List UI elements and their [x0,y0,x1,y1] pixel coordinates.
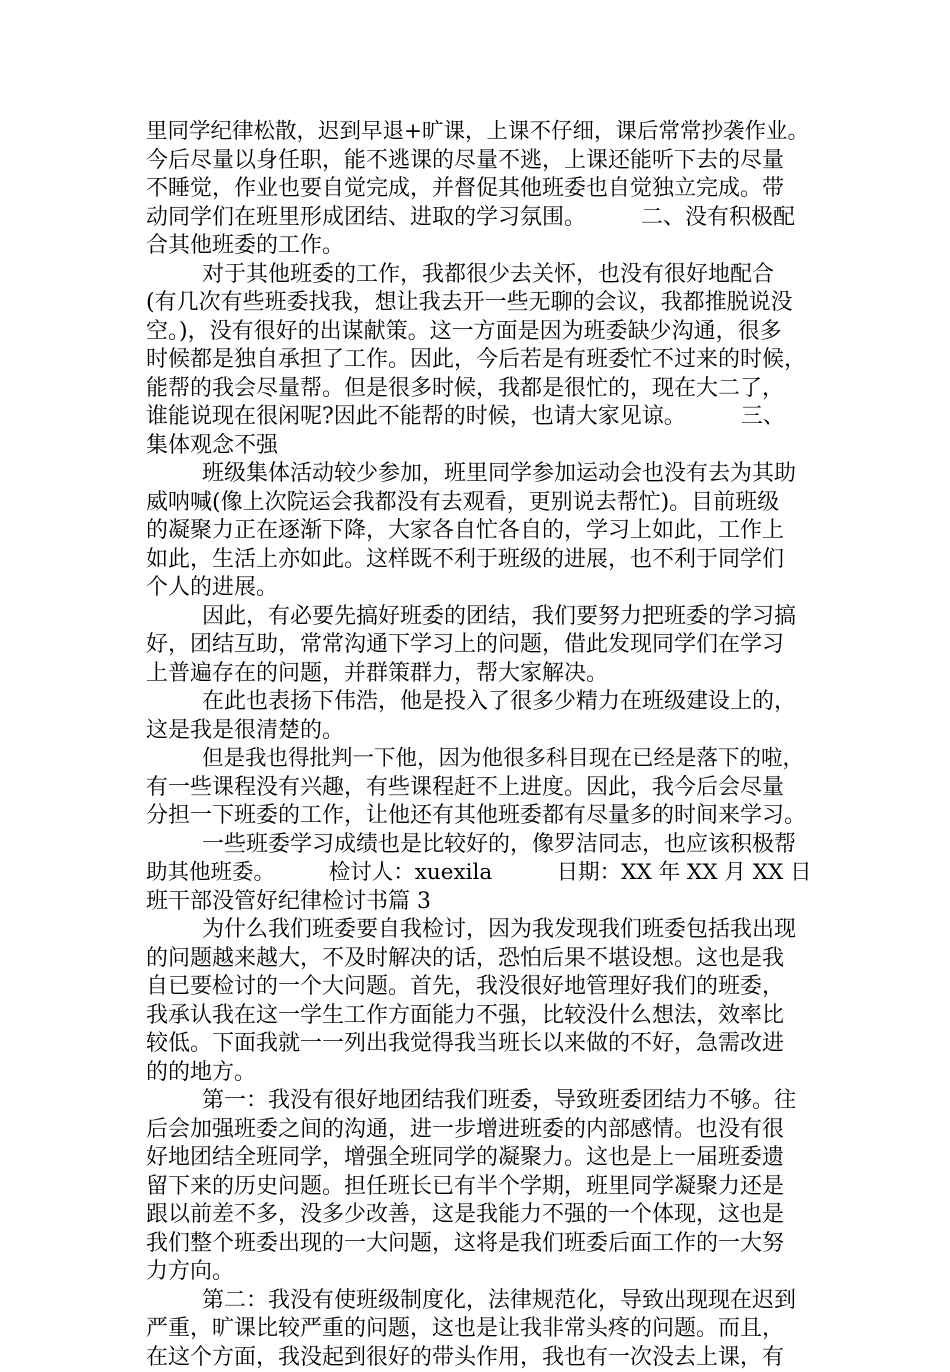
text-line: 的的地方。 [146,1059,812,1088]
text-line: 后会加强班委之间的沟通，进一步增进班委的内部感情。也没有很 [146,1116,812,1145]
text-line: 不睡觉，作业也要自觉完成，并督促其他班委也自觉独立完成。带 [146,175,812,204]
text-line: 对于其他班委的工作，我都很少去关怀，也没有很好地配合 [146,261,812,290]
text-line: 因此，有必要先搞好班委的团结，我们要努力把班委的学习搞 [146,603,812,632]
document-page [146,118,812,1372]
text-line: 集体观念不强 [146,432,812,461]
text-line: 合其他班委的工作。 [146,232,812,261]
text-line: 能帮的我会尽量帮。但是很多时候，我都是很忙的，现在大二了， [146,375,812,404]
text-line: 好地团结全班同学，增强全班同学的凝聚力。这也是上一届班委遗 [146,1144,812,1173]
text-line: 较低。下面我就一一列出我觉得我当班长以来做的不好，急需改进 [146,1030,812,1059]
text-line: 一些班委学习成绩也是比较好的，像罗洁同志，也应该积极帮 [146,831,812,860]
text-line: 严重，旷课比较严重的问题，这也是让我非常头疼的问题。而且， [146,1315,812,1344]
text-line: 为什么我们班委要自我检讨，因为我发现我们班委包括我出现 [146,916,812,945]
text-line: (有几次有些班委找我，想让我去开一些无聊的会议，我都推脱说没 [146,289,812,318]
text-line: 力方向。 [146,1258,812,1287]
text-line: 分担一下班委的工作，让他还有其他班委都有尽量多的时间来学习。 [146,802,812,831]
text-line: 谁能说现在很闲呢?因此不能帮的时候，也请大家见谅。 三、 [146,403,812,432]
text-line: 上普遍存在的问题，并群策群力，帮大家解决。 [146,660,812,689]
text-line: 里同学纪律松散，迟到早退+旷课，上课不仔细，课后常常抄袭作业。 [146,118,812,147]
text-line: 我承认我在这一学生工作方面能力不强，比较没什么想法，效率比 [146,1002,812,1031]
text-line: 留下来的历史问题。担任班长已有半个学期，班里同学凝聚力还是 [146,1173,812,1202]
text-line: 自已要检讨的一个大问题。首先，我没很好地管理好我们的班委， [146,973,812,1002]
text-line: 第一：我没有很好地团结我们班委，导致班委团结力不够。往 [146,1087,812,1116]
text-line: 第二：我没有使班级制度化，法律规范化，导致出现现在迟到 [146,1287,812,1316]
text-line: 好，团结互助，常常沟通下学习上的问题，借此发现同学们在学习 [146,631,812,660]
text-line: 但是我也得批判一下他，因为他很多科目现在已经是落下的啦， [146,745,812,774]
text-line: 在这个方面，我没起到很好的带头作用，我也有一次没去上课，有 [146,1344,812,1372]
text-line: 有一些课程没有兴趣，有些课程赶不上进度。因此，我今后会尽量 [146,774,812,803]
text-line: 的问题越来越大，不及时解决的话，恐怕后果不堪设想。这也是我 [146,945,812,974]
text-line: 这是我是很清楚的。 [146,717,812,746]
text-line: 我们整个班委出现的一大问题，这将是我们班委后面工作的一大努 [146,1230,812,1259]
text-line: 如此，生活上亦如此。这样既不利于班级的进展，也不利于同学们 [146,546,812,575]
text-line: 今后尽量以身任职，能不逃课的尽量不逃，上课还能听下去的尽量 [146,147,812,176]
text-line: 跟以前差不多，没多少改善，这是我能力不强的一个体现，这也是 [146,1201,812,1230]
text-line: 的凝聚力正在逐渐下降，大家各自忙各自的，学习上如此，工作上 [146,517,812,546]
text-line: 威呐喊(像上次院运会我都没有去观看，更别说去帮忙)。目前班级 [146,489,812,518]
text-line: 动同学们在班里形成团结、进取的学习氛围。 二、没有积极配 [146,204,812,233]
text-line: 班级集体活动较少参加，班里同学参加运动会也没有去为其助 [146,460,812,489]
text-line: 时候都是独自承担了工作。因此，今后若是有班委忙不过来的时候， [146,346,812,375]
text-line: 空。)，没有很好的出谋献策。这一方面是因为班委缺少沟通，很多 [146,318,812,347]
text-line: 个人的进展。 [146,574,812,603]
text-line: 在此也表扬下伟浩，他是投入了很多少精力在班级建设上的， [146,688,812,717]
text-line: 班干部没管好纪律检讨书篇 3 [146,888,812,917]
text-line: 助其他班委。 检讨人：xuexila 日期：XX 年 XX 月 XX 日 [146,859,812,888]
